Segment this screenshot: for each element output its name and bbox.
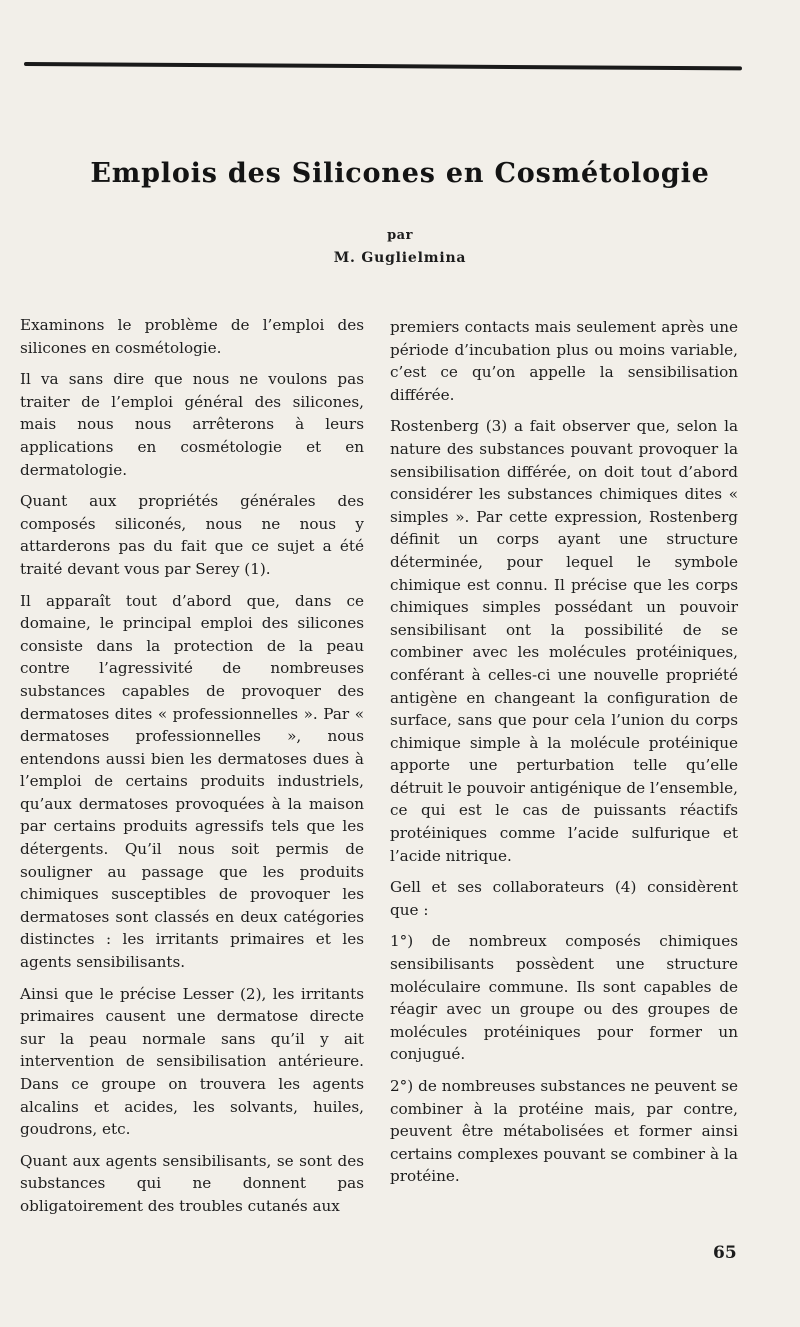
- paragraph: Quant aux agents sensibilisants, se sont des substances qui ne donnent pas obligatoirement des troubles cutanés aux: [20, 1151, 364, 1215]
- paragraph: Ainsi que le précise Lesser (2), les irritants primaires causent une dermatose directe sur la peau normale sans qu’il y ait intervention de sensibilisation antérieure. Dans ce groupe on trouvera les agents alcalins et acides, les solvants, huiles, goudrons, etc.: [20, 984, 364, 1139]
- paragraph: Rostenberg (3) a fait observer que, selon la nature des substances pouvant provoquer la sensibilisation différée, on doit tout d’abord considérer les substances chimiques dites « simples ». Par cette expression, Rostenberg définit un corps ayant une structure déterminée, pour lequel le symbole chimique est connu. Il précise que les corps chimiques simples possédant un pouvoir sensibilisant ont la possibilité de se combiner avec les molécules protéiniques, conférant à celles-ci une nouvelle propriété antigène en changeant la configuration de surface, sans que pour cela l’union du corps chimique simple à la molécule protéinique apporte une perturbation telle qu’elle détruit le pouvoir antigénique de l’ensemble, ce qui est le cas de puissants réactifs protéiniques comme l’acide sulfurique et l’acide nitrique.: [390, 417, 738, 865]
- byline: par: [387, 228, 413, 243]
- article-title: Emplois des Silicones en Cosmétologie: [90, 158, 710, 190]
- paragraph: Examinons le problème de l’emploi des silicones en cosmétologie.: [20, 316, 364, 357]
- paragraph: 1°) de nombreux composés chimiques sensibilisants possèdent une structure moléculaire commune. Ils sont capables de réagir avec un groupe ou des groupes de molécules protéiniques pour former un conjugué.: [390, 932, 738, 1064]
- paragraph: Il apparaît tout d’abord que, dans ce domaine, le principal emploi des silicones consiste dans la protection de la peau contre l’agressivité de nombreuses substances capables de provoquer des dermatoses dites « professionnelles ». Par « dermatoses professionnelles », nous entendons aussi bien les dermatoses dues à l’emploi de certains produits industriels, qu’aux dermatoses provoquées à la maison par certains produits agressifs tels que les détergents. Qu’il nous soit permis de souligner au passage que les produits chimiques susceptibles de provoquer les dermatoses sont classés en deux catégories distinctes : les irritants primaires et les agents sensibilisants.: [20, 591, 364, 972]
- paragraph: 2°) de nombreuses substances ne peuvent se combiner à la protéine mais, par contre, peuvent être métabolisées et former ainsi certains complexes pouvant se combiner à la protéine.: [390, 1077, 738, 1186]
- paragraph: Gell et ses collaborateurs (4) considèrent que :: [390, 878, 738, 919]
- paragraph: Quant aux propriétés générales des composés siliconés, nous ne nous y attarderons pas du fait que ce sujet a été traité devant vous par Serey (1).: [20, 492, 364, 578]
- left-column: [20, 314, 364, 1227]
- page-number: 65: [713, 1243, 737, 1263]
- paragraph: premiers contacts mais seulement après une période d’incubation plus ou moins variable, c’est ce qu’on appelle la sensibilisation différée.: [390, 318, 738, 404]
- author-name: M. Guglielmina: [333, 250, 467, 266]
- paragraph: Il va sans dire que nous ne voulons pas traiter de l’emploi général des silicones, mais nous nous arrêterons à leurs applications en cosmétologie et en dermatologie.: [20, 370, 364, 479]
- header-rule: [24, 62, 742, 70]
- right-column: [390, 316, 738, 1197]
